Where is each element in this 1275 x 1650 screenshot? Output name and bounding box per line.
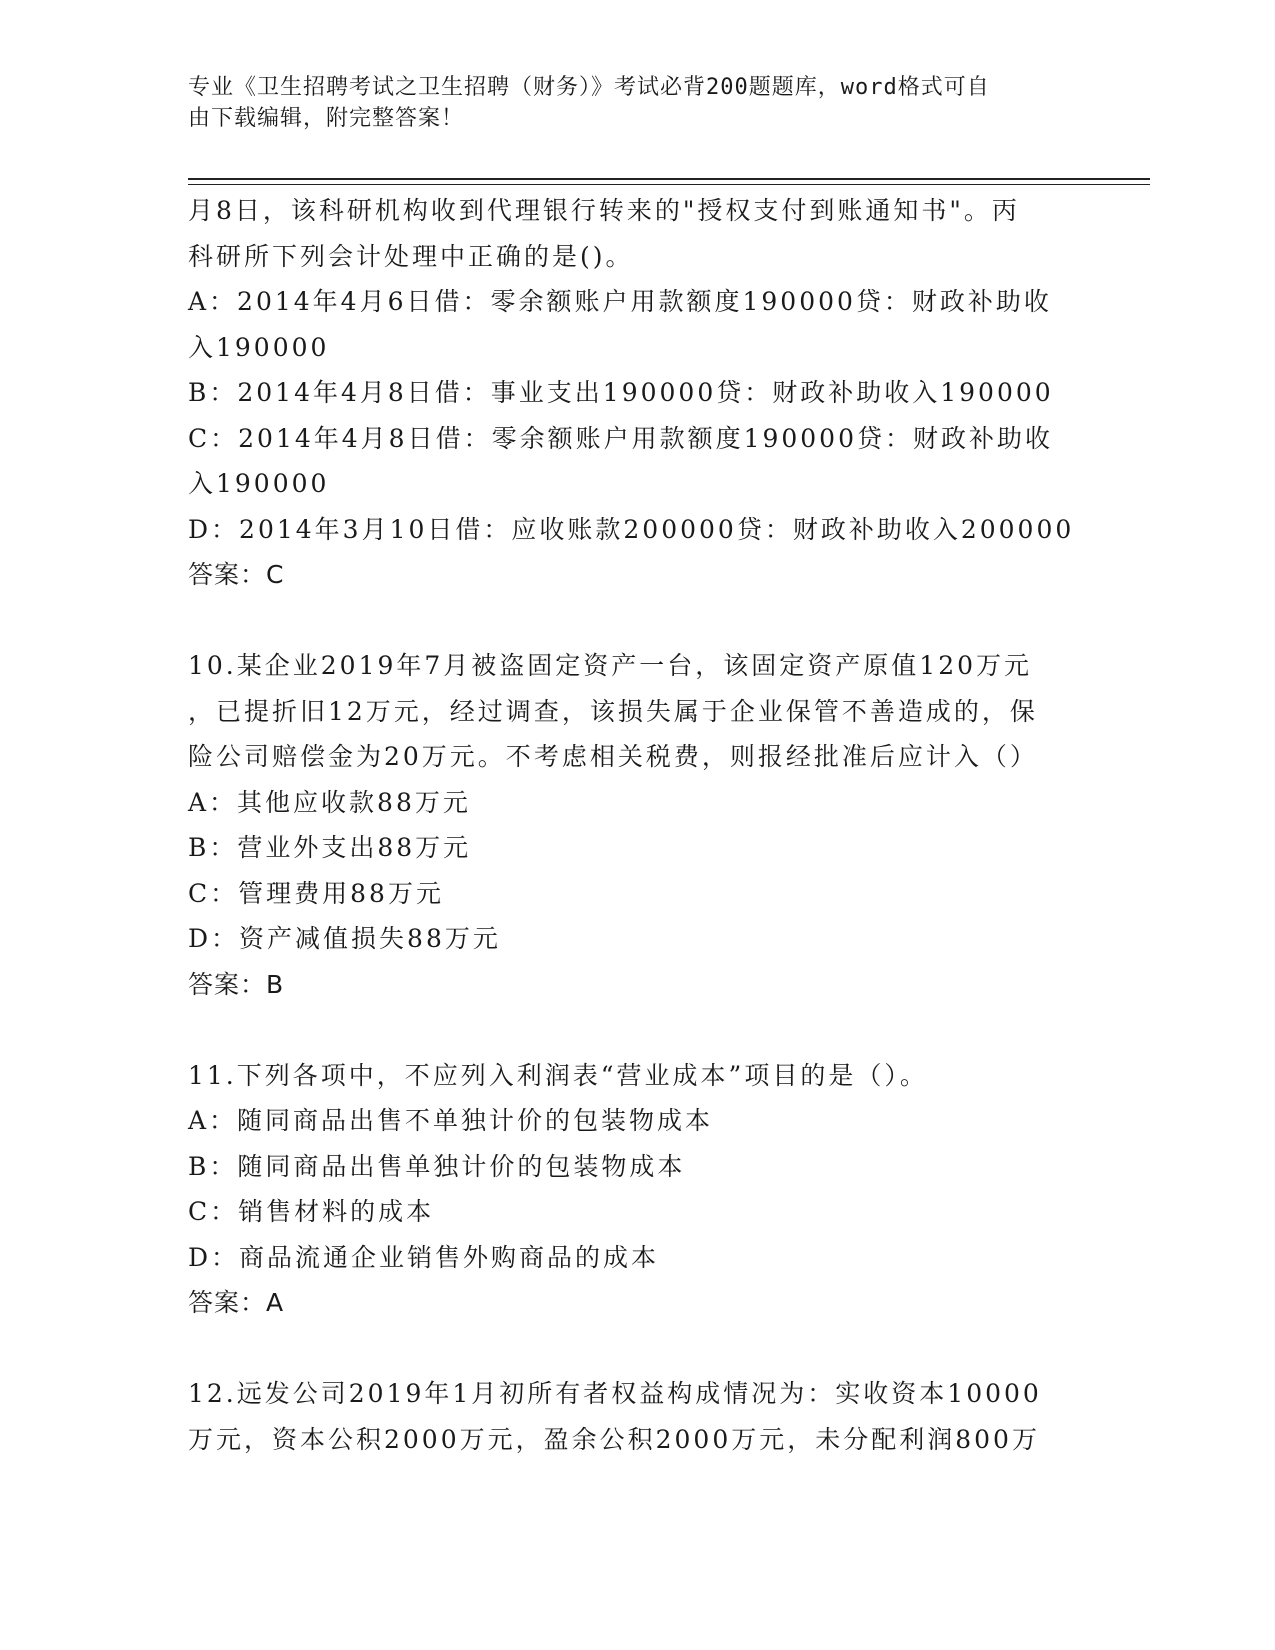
question-stem-line: 12.远发公司2019年1月初所有者权益构成情况为：实收资本10000 (188, 1379, 1042, 1408)
option-a: A：其他应收款88万元 (188, 787, 471, 817)
document-header (188, 72, 1068, 134)
option-a: A：2014年4月6日借：零余额账户用款额度190000贷：财政补助收 (188, 287, 1052, 316)
answer: 答案：B (188, 969, 285, 999)
question-stem-line: ，已提折旧12万元，经过调查，该损失属于企业保管不善造成的，保 (188, 696, 1038, 726)
question-stem-line: 科研所下列会计处理中正确的是()。 (188, 241, 634, 271)
option-a-continued: 入190000 (188, 332, 330, 362)
question-11 (188, 1053, 1088, 1326)
header-line-1: 专业《卫生招聘考试之卫生招聘（财务）》考试必背200题题库，word格式可自 (188, 75, 990, 100)
spacer (188, 1326, 1088, 1372)
question-12 (188, 1371, 1088, 1462)
question-9 (188, 188, 1088, 598)
answer: 答案：A (188, 1288, 285, 1317)
option-d: D：2014年3月10日借：应收账款200000贷：财政补助收入200000 (188, 514, 1075, 544)
option-b: B：营业外支出88万元 (188, 833, 472, 862)
option-d: D：商品流通企业销售外购商品的成本 (188, 1242, 660, 1272)
header-divider-thick (188, 178, 1150, 180)
header-line-2: 由下载编辑，附完整答案！ (188, 106, 465, 131)
option-c: C：管理费用88万元 (188, 878, 444, 908)
spacer (188, 1007, 1088, 1053)
question-stem-line: 11.下列各项中，不应列入利润表“营业成本”项目的是（）。 (188, 1060, 928, 1090)
option-c-continued: 入190000 (188, 469, 330, 498)
option-c: C：2014年4月8日借：零余额账户用款额度190000贷：财政补助收 (188, 423, 1053, 453)
option-b: B：2014年4月8日借：事业支出190000贷：财政补助收入190000 (188, 378, 1054, 407)
question-stem-line: 险公司赔偿金为20万元。不考虑相关税费，则报经批准后应计入（） (188, 742, 1038, 771)
question-stem-line: 月8日，该科研机构收到代理银行转来的"授权支付到账通知书"。丙 (188, 196, 1020, 225)
question-10 (188, 643, 1088, 1007)
header-divider-thin (188, 184, 1150, 185)
question-stem-line: 万元，资本公积2000万元，盈余公积2000万元，未分配利润800万 (188, 1424, 1040, 1454)
answer: 答案：C (188, 560, 285, 589)
option-b: B：随同商品出售单独计价的包装物成本 (188, 1151, 686, 1181)
document-body (188, 188, 1088, 1462)
option-c: C：销售材料的成本 (188, 1197, 435, 1226)
option-d: D：资产减值损失88万元 (188, 924, 501, 953)
question-stem-line: 10.某企业2019年7月被盗固定资产一台，该固定资产原值120万元 (188, 651, 1033, 680)
option-a: A：随同商品出售不单独计价的包装物成本 (188, 1106, 714, 1135)
spacer (188, 598, 1088, 644)
